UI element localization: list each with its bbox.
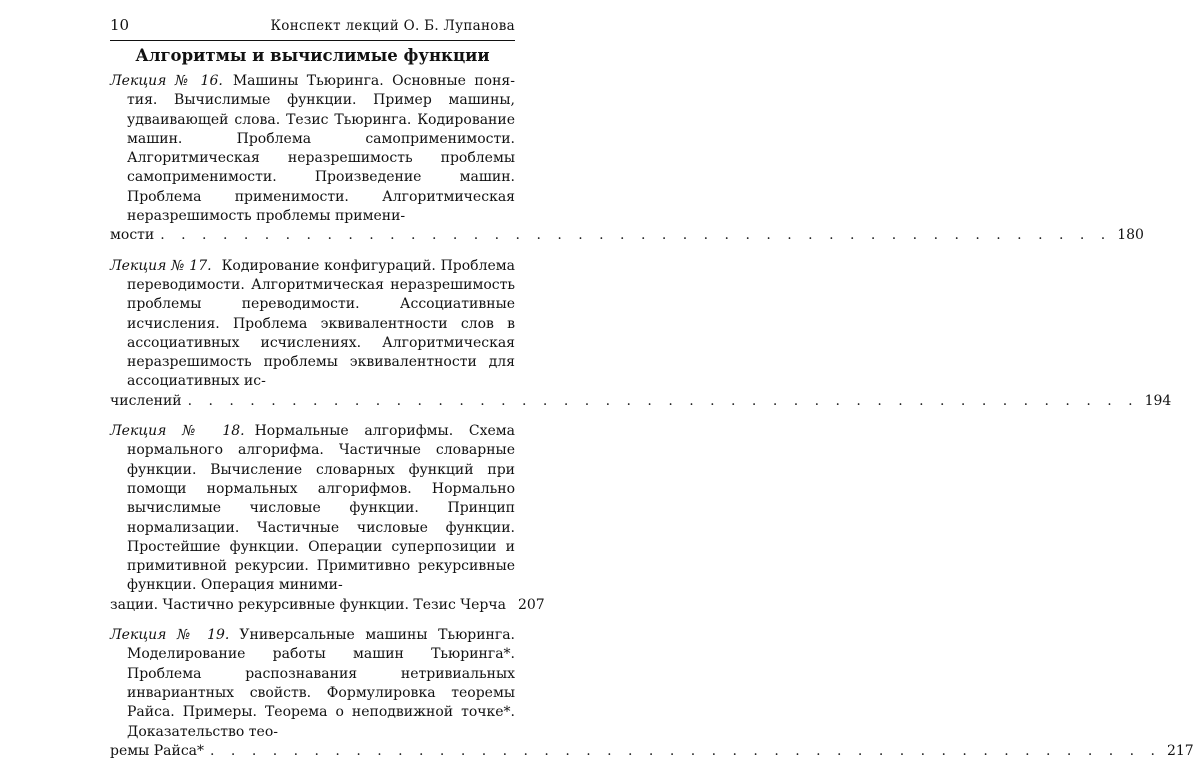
- page-reference: 180: [1117, 227, 1144, 244]
- toc-entry-body: [110, 72, 515, 226]
- page-reference: 194: [1144, 392, 1172, 409]
- page-reference: 207: [517, 596, 545, 613]
- section-title: Алгоритмы и вычислимые функции: [135, 46, 490, 65]
- entry-text: Машины Тьюринга. Основные понятия. Вычислимые функции. Пример машины, удваивающей слова. Тезис Тьюринга. Кодирование машин. Проблема самоприменимости. Алгоритмическая неразрешимость проблемы самоприменимости. Произведение машин. Проблема применимости. Алгоритмическая неразрешимость проблемы примени-: [127, 73, 515, 225]
- header-rule: [110, 40, 515, 41]
- entry-last-text: мости: [110, 227, 155, 244]
- toc-entry-19: [110, 626, 1194, 761]
- toc-entry-body: [110, 626, 515, 742]
- toc-entry-17: [110, 257, 1172, 411]
- table-of-contents: [110, 72, 1194, 772]
- page-number: 10: [110, 16, 130, 34]
- lecture-label: Лекция № 16.: [110, 73, 223, 89]
- toc-entry-body: [110, 257, 515, 392]
- toc-entry-last-line: [110, 392, 1172, 411]
- entry-text: Универсальные машины Тьюринга. Моделирование работы машин Тьюринга*. Проблема распознавания нетривиальных инвариантных свойств. Формулировка теоремы Райса. Примеры. Теорема о неподвижной точке*. Доказательство тео-: [127, 627, 516, 740]
- lecture-label: Лекция № 18.: [110, 423, 245, 440]
- entry-last-text: числений: [110, 392, 182, 409]
- lecture-label: Лекция № 17.: [110, 257, 212, 274]
- entry-text: Нормальные алгорифмы. Схема нормального алгорифма. Частичные словарные функции. Вычисление словарных функций при помощи нормальных алгорифмов. Нормально вычислимые числовые функции. Принцип нормализации. Частичные числовые функции. Простейшие функции. Операции суперпозиции и примитивной рекурсии. Примитивно рекурсивные функции. Операция миними-: [127, 423, 515, 594]
- page-reference: 217: [1166, 742, 1194, 759]
- dot-leader: . . . . . . . . . . . . . . . . . . . . . . . . . . . . . . . . . . . . . . . . . . . . . .: [210, 742, 1161, 759]
- toc-entry-last-line: [110, 742, 1194, 761]
- lecture-label: Лекция № 19.: [110, 627, 230, 644]
- dot-leader: . . . . . . . . . . . . . . . . . . . . . . . . . . . . . . . . . . . . . . . . . . . . . .: [160, 227, 1112, 244]
- toc-entry-last-line: [110, 596, 545, 615]
- toc-entry-last-line: [110, 226, 1144, 245]
- toc-entry-18: [110, 422, 545, 615]
- entry-last-text: ремы Райса*: [110, 742, 205, 759]
- toc-entry-16: [110, 72, 1144, 246]
- entry-last-text: зации. Частично рекурсивные функции. Тезис Черча: [110, 596, 506, 613]
- running-title: Конспект лекций О. Б. Лупанова: [270, 18, 515, 34]
- dot-leader: . . . . . . . . . . . . . . . . . . . . . . . . . . . . . . . . . . . . . . . . . . . . . .: [187, 392, 1139, 409]
- entry-text: Кодирование конфигураций. Проблема переводимости. Алгоритмическая неразрешимость проблемы переводимости. Ассоциативные исчисления. Проблема эквивалентности слов в ассоциативных исчислениях. Алгоритмическая неразрешимость проблемы эквивалентности для ассоциативных ис-: [127, 257, 516, 390]
- toc-entry-body: [110, 422, 515, 596]
- page-header: [110, 16, 515, 34]
